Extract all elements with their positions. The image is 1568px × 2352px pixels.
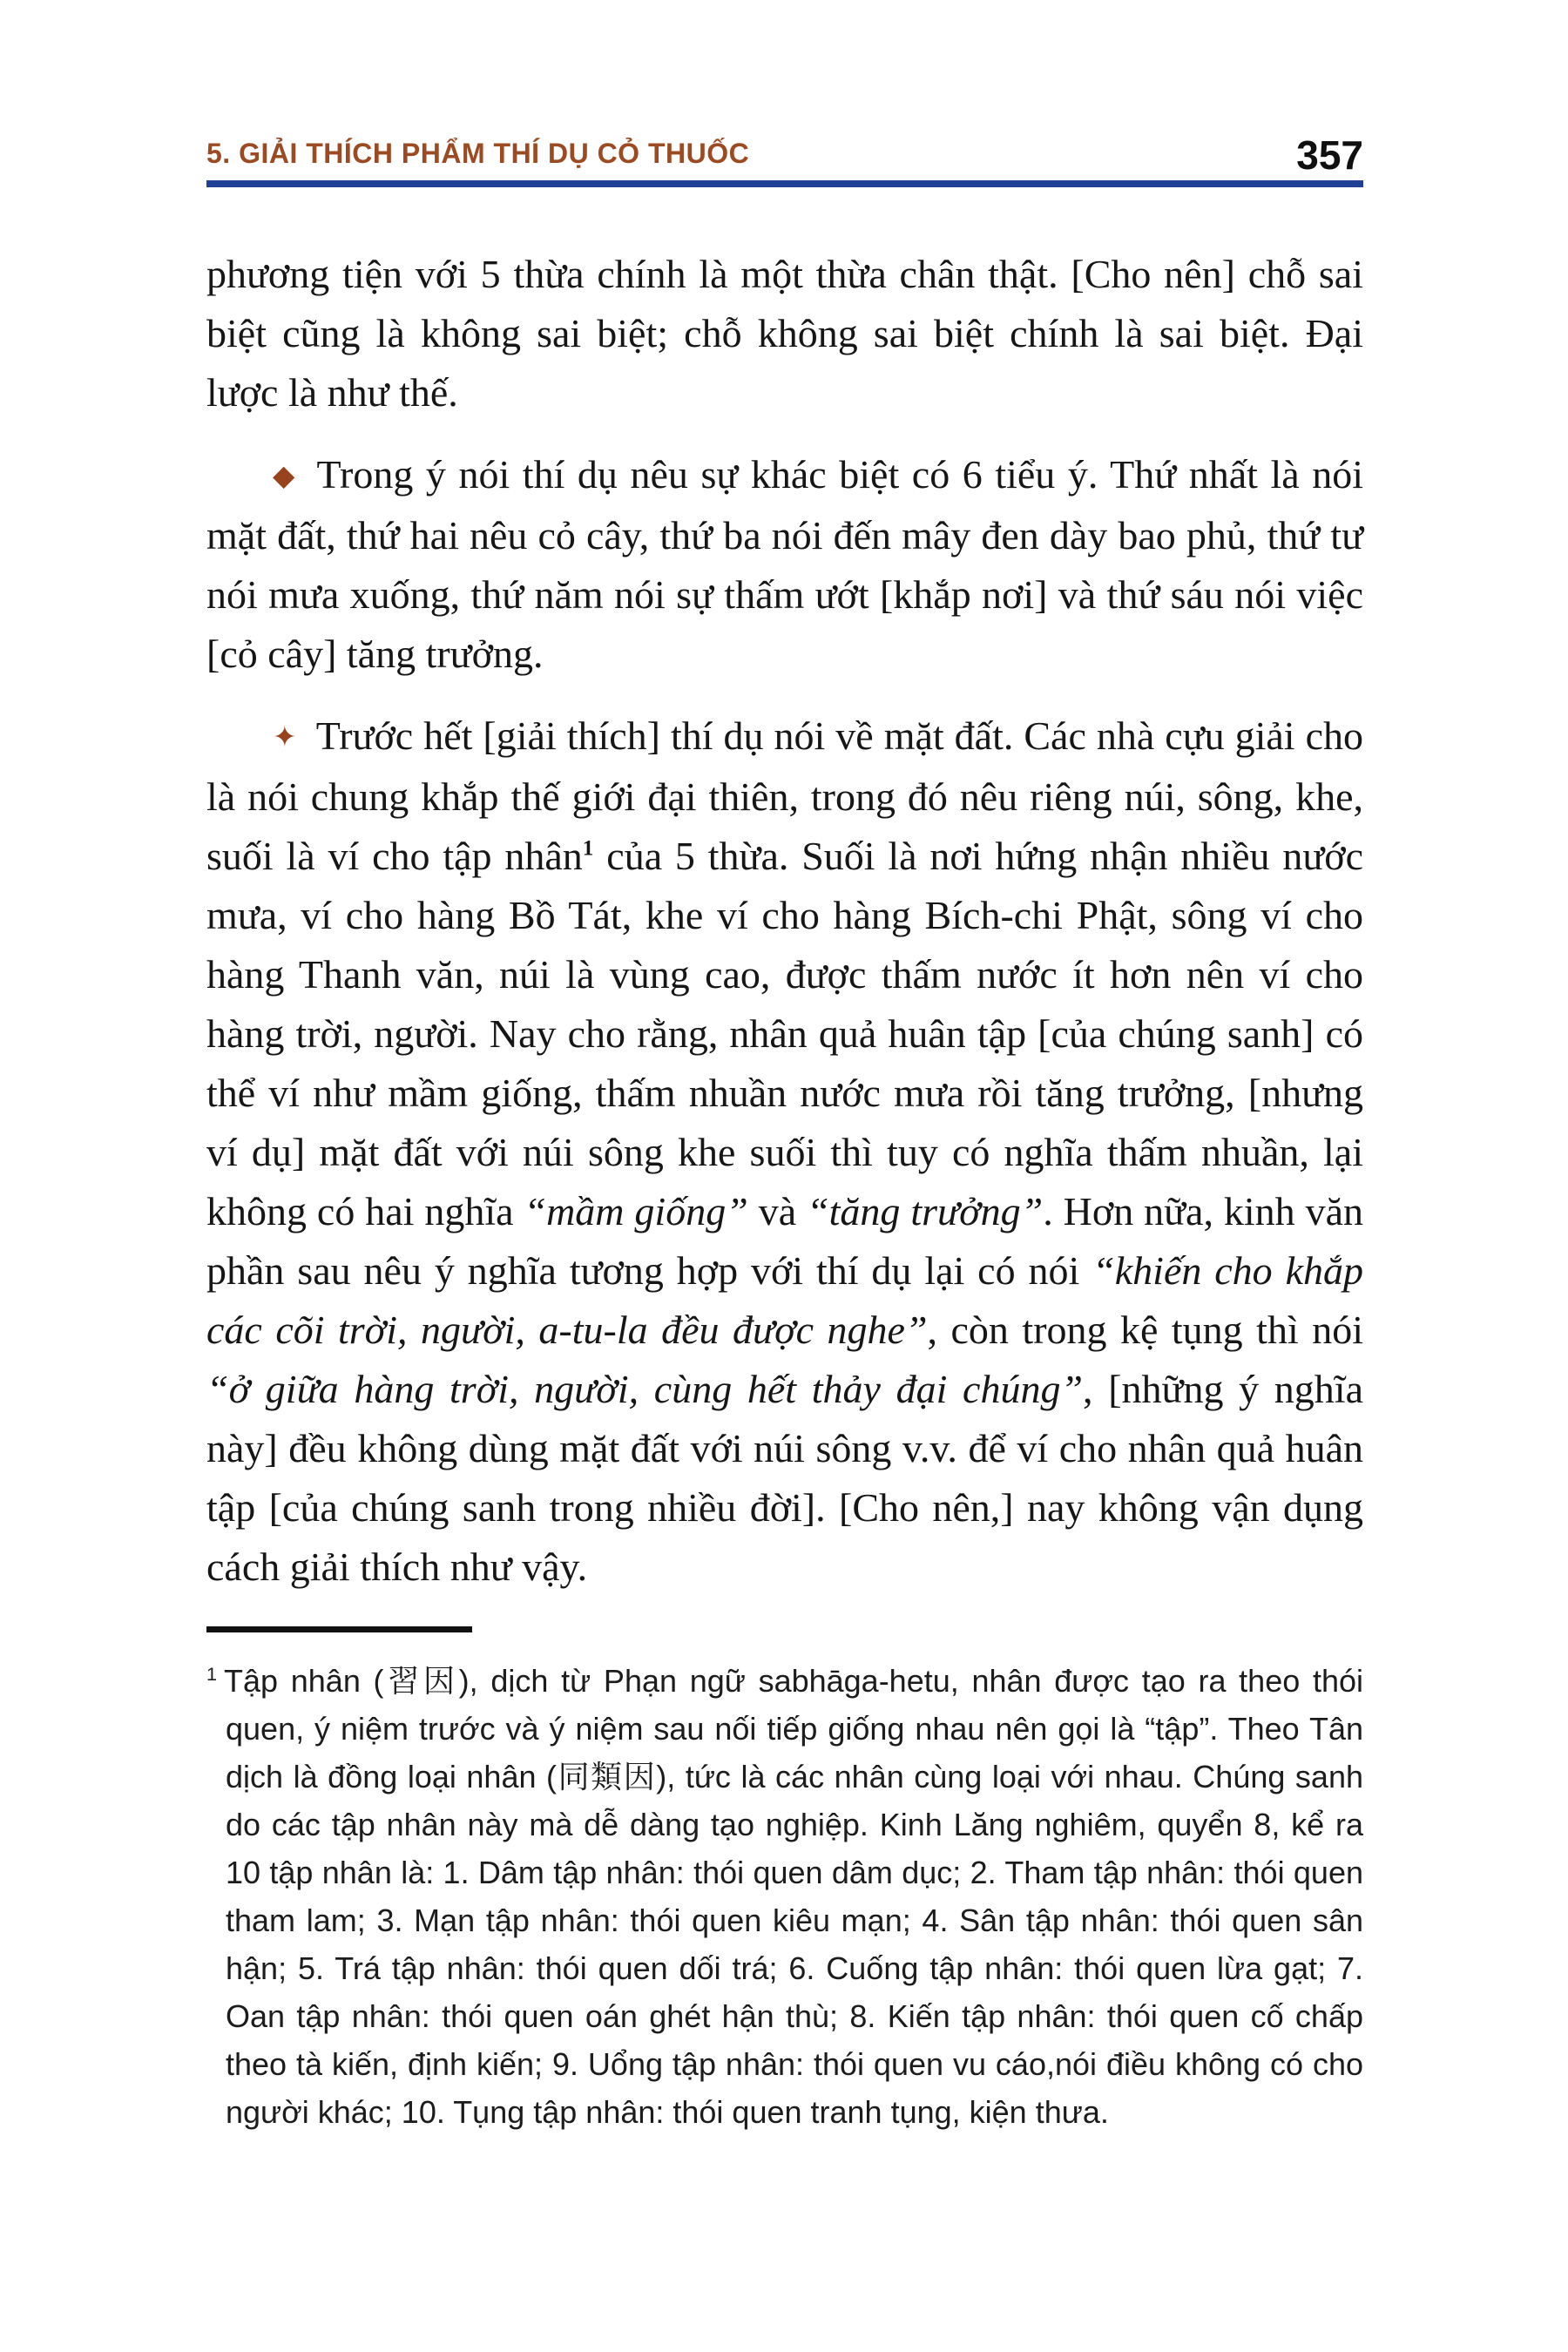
paragraph-text: Trước hết [giải thích] thí dụ nói về mặt đất. Các nhà cựu giải cho là nói chung khắp thế giới đại thiên, trong đó nêu riêng núi, sông, khe, suối là ví cho tập nhân$^1$ của 5 thừa. Suối là nơi hứng nhận nhiều nước mưa, ví cho hàng Bồ Tát, khe ví cho hàng Bích-chi Phật, sông ví cho hàng Thanh văn, núi là vùng cao, được thấm nước ít hơn nên ví cho hàng trời, người. Nay cho rằng, nhân quả huân tập [của chúng sanh] có thể ví như mầm giống, thấm nhuần nước mưa rồi tăng trưởng, [nhưng ví dụ] mặt đất với núi sông khe suối thì tuy có nghĩa thấm nhuần, lại không có hai nghĩa “mầm giống” và “tăng trưởng”. Hơn nữa, kinh văn phần sau nêu ý nghĩa tương hợp với thí dụ lại có nói “khiến cho khắp các cõi trời, người, a-tu-la đều được nghe”, còn trong kệ tụng thì nói “ở giữa hàng trời, người, cùng hết thảy đại chúng”, [những ý nghĩa này] đều không dùng mặt đất với núi sông v.v. để ví cho nhân quả huân tập [của chúng sanh trong nhiều đời]. [Cho nên,] nay không vận dụng cách giải thích như vậy. (206, 713, 1364, 1589)
footnote (206, 1657, 1363, 2136)
body-text (206, 245, 1363, 1597)
chapter-title: 5. GIẢI THÍCH PHẨM THÍ DỤ CỎ THUỐC (206, 138, 750, 169)
paragraph-text: phương tiện với 5 thừa chính là một thừa chân thật. [Cho nên] chỗ sai biệt cũng là không sai biệt; chỗ không sai biệt chính là sai biệt. Đại lược là như thế. (206, 252, 1363, 415)
diamond-bullet-icon: ◆ (273, 460, 298, 492)
paragraph-text: Trong ý nói thí dụ nêu sự khác biệt có 6 tiểu ý. Thứ nhất là nói mặt đất, thứ hai nêu cỏ cây, thứ ba nói đến mây đen dày bao phủ, thứ tư nói mưa xuống, thứ năm nói sự thấm ướt [khắp nơi] và thứ sáu nói việc [cỏ cây] tăng trưởng. (206, 452, 1363, 676)
footnote-text: Tập nhân (習因), dịch từ Phạn ngữ sabhāga-hetu, nhân được tạo ra theo thói quen, ý niệm trước và ý niệm sau nối tiếp giống nhau nên gọi là “tập”. Theo Tân dịch là đồng loại nhân (同類因), tức là các nhân cùng loại với nhau. Chúng sanh do các tập nhân này mà dễ dàng tạo nghiệp. Kinh Lăng nghiêm, quyển 8, kể ra 10 tập nhân là: 1. Dâm tập nhân: thói quen dâm dục; 2. Tham tập nhân: thói quen tham lam; 3. Mạn tập nhân: thói quen kiêu mạn; 4. Sân tập nhân: thói quen sân hận; 5. Trá tập nhân: thói quen dối trá; 6. Cuống tập nhân: thói quen lừa gạt; 7. Oan tập nhân: thói quen oán ghét hận thù; 8. Kiến tập nhân: thói quen cố chấp theo tà kiến, định kiến; 9. Uổng tập nhân: thói quen vu cáo,nói điều không có cho người khác; 10. Tụng tập nhân: thói quen tranh tụng, kiện thưa. (224, 1663, 1363, 2130)
paragraph-continuation (206, 245, 1363, 422)
page-header (206, 132, 1363, 178)
footnote-marker: 1 (206, 1663, 218, 1685)
page-number: 357 (1296, 132, 1363, 178)
paragraph-earth-simile (206, 706, 1363, 1597)
header-rule (206, 180, 1363, 187)
star-bullet-icon: ✦ (273, 721, 297, 754)
footnote-separator (206, 1626, 472, 1632)
page-content (206, 132, 1364, 2136)
paragraph-six-points (206, 445, 1363, 684)
